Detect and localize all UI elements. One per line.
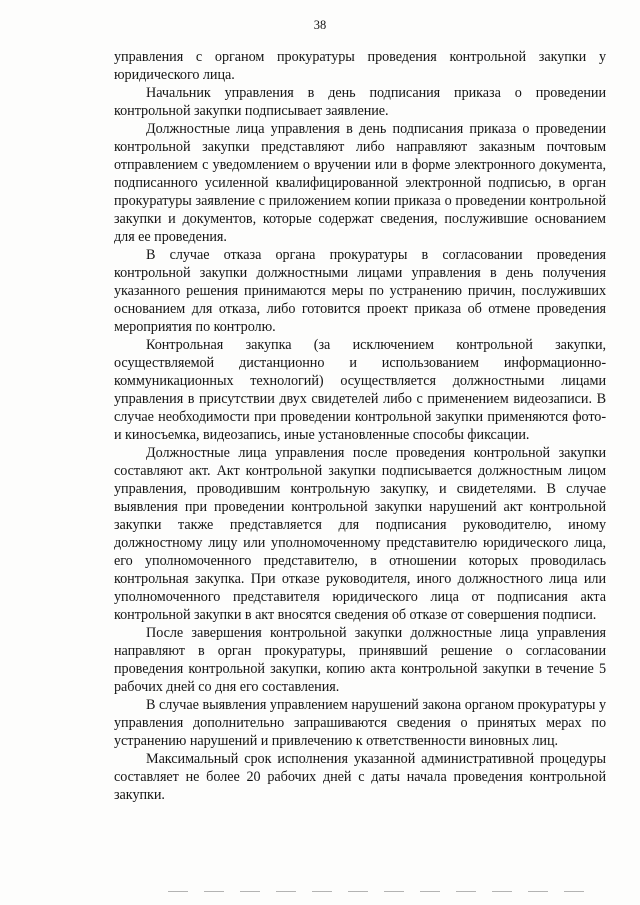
paragraph-continuation: управления с органом прокуратуры проведения контрольной закупки у юридического лица. bbox=[114, 49, 606, 83]
paragraph-witnesses-and-recording: Контрольная закупка (за исключением контрольной закупки, осуществляемой дистанционно и использованием информационно-коммуникационных технологий) осуществляется должностными лицами управления в присутствии двух свидетелей либо с применением видеозаписи. В случае необходимости при проведении контрольной закупки применяются фото- и киносъемка, видеозапись, иные установленные способы фиксации. bbox=[114, 337, 606, 443]
paragraph-submission-to-prosecutor: Должностные лица управления в день подписания приказа о проведении контрольной закупки представляют либо направляют заказным почтовым отправлением с уведомлением о вручении или в форме электронного документа, подписанного усиленной квалифицированной электронной подписью, в орган прокуратуры заявление с приложением копии приказа о проведении контрольной закупки и документов, которые содержат сведения, послужившие основанием для ее проведения. bbox=[114, 121, 606, 245]
footer-dashed-line bbox=[168, 891, 588, 892]
document-body bbox=[114, 48, 606, 804]
paragraph-act-copy-to-prosecutor: После завершения контрольной закупки должностные лица управления направляют в орган прокуратуры, принявший решение о согласовании проведения контрольной закупки, копию акта контрольной закупки в течение 5 рабочих дней со дня его составления. bbox=[114, 625, 606, 695]
paragraph-head-signs-application: Начальник управления в день подписания приказа о проведении контрольной закупки подписывает заявление. bbox=[114, 85, 606, 119]
page-number: 38 bbox=[313, 18, 327, 32]
paragraph-violations-info-request: В случае выявления управлением нарушений закона органом прокуратуры у управления дополнительно запрашиваются сведения о принятых мерах по устранению нарушений и привлечению к ответственности виновных лиц. bbox=[114, 697, 606, 749]
paragraph-refusal-of-approval: В случае отказа органа прокуратуры в согласовании проведения контрольной закупки должностными лицами управления в день получения указанного решения принимаются меры по устранению причин, послуживших основанием для отказа, либо готовится проект приказа об отмене проведения мероприятия по контролю. bbox=[114, 247, 606, 335]
paragraph-maximum-term: Максимальный срок исполнения указанной административной процедуры составляет не более 20 рабочих дней с даты начала проведения контрольной закупки. bbox=[114, 751, 606, 803]
paragraph-purchase-act: Должностные лица управления после проведения контрольной закупки составляют акт. Акт контрольной закупки подписывается должностным лицом управления, проводившим контрольную закупку, и свидетелями. В случае выявления при проведении контрольной закупки нарушений акт контрольной закупки также представляется для подписания руководителю, иному должностному лицу или уполномоченному представителю юридического лица, его уполномоченного представителю, в отношении которых проводилась контрольная закупка. При отказе руководителя, иного должностного лица или уполномоченного представителя юридического лица от подписания акта контрольной закупки в акт вносятся сведения об отказе от совершения подписи. bbox=[114, 445, 606, 623]
